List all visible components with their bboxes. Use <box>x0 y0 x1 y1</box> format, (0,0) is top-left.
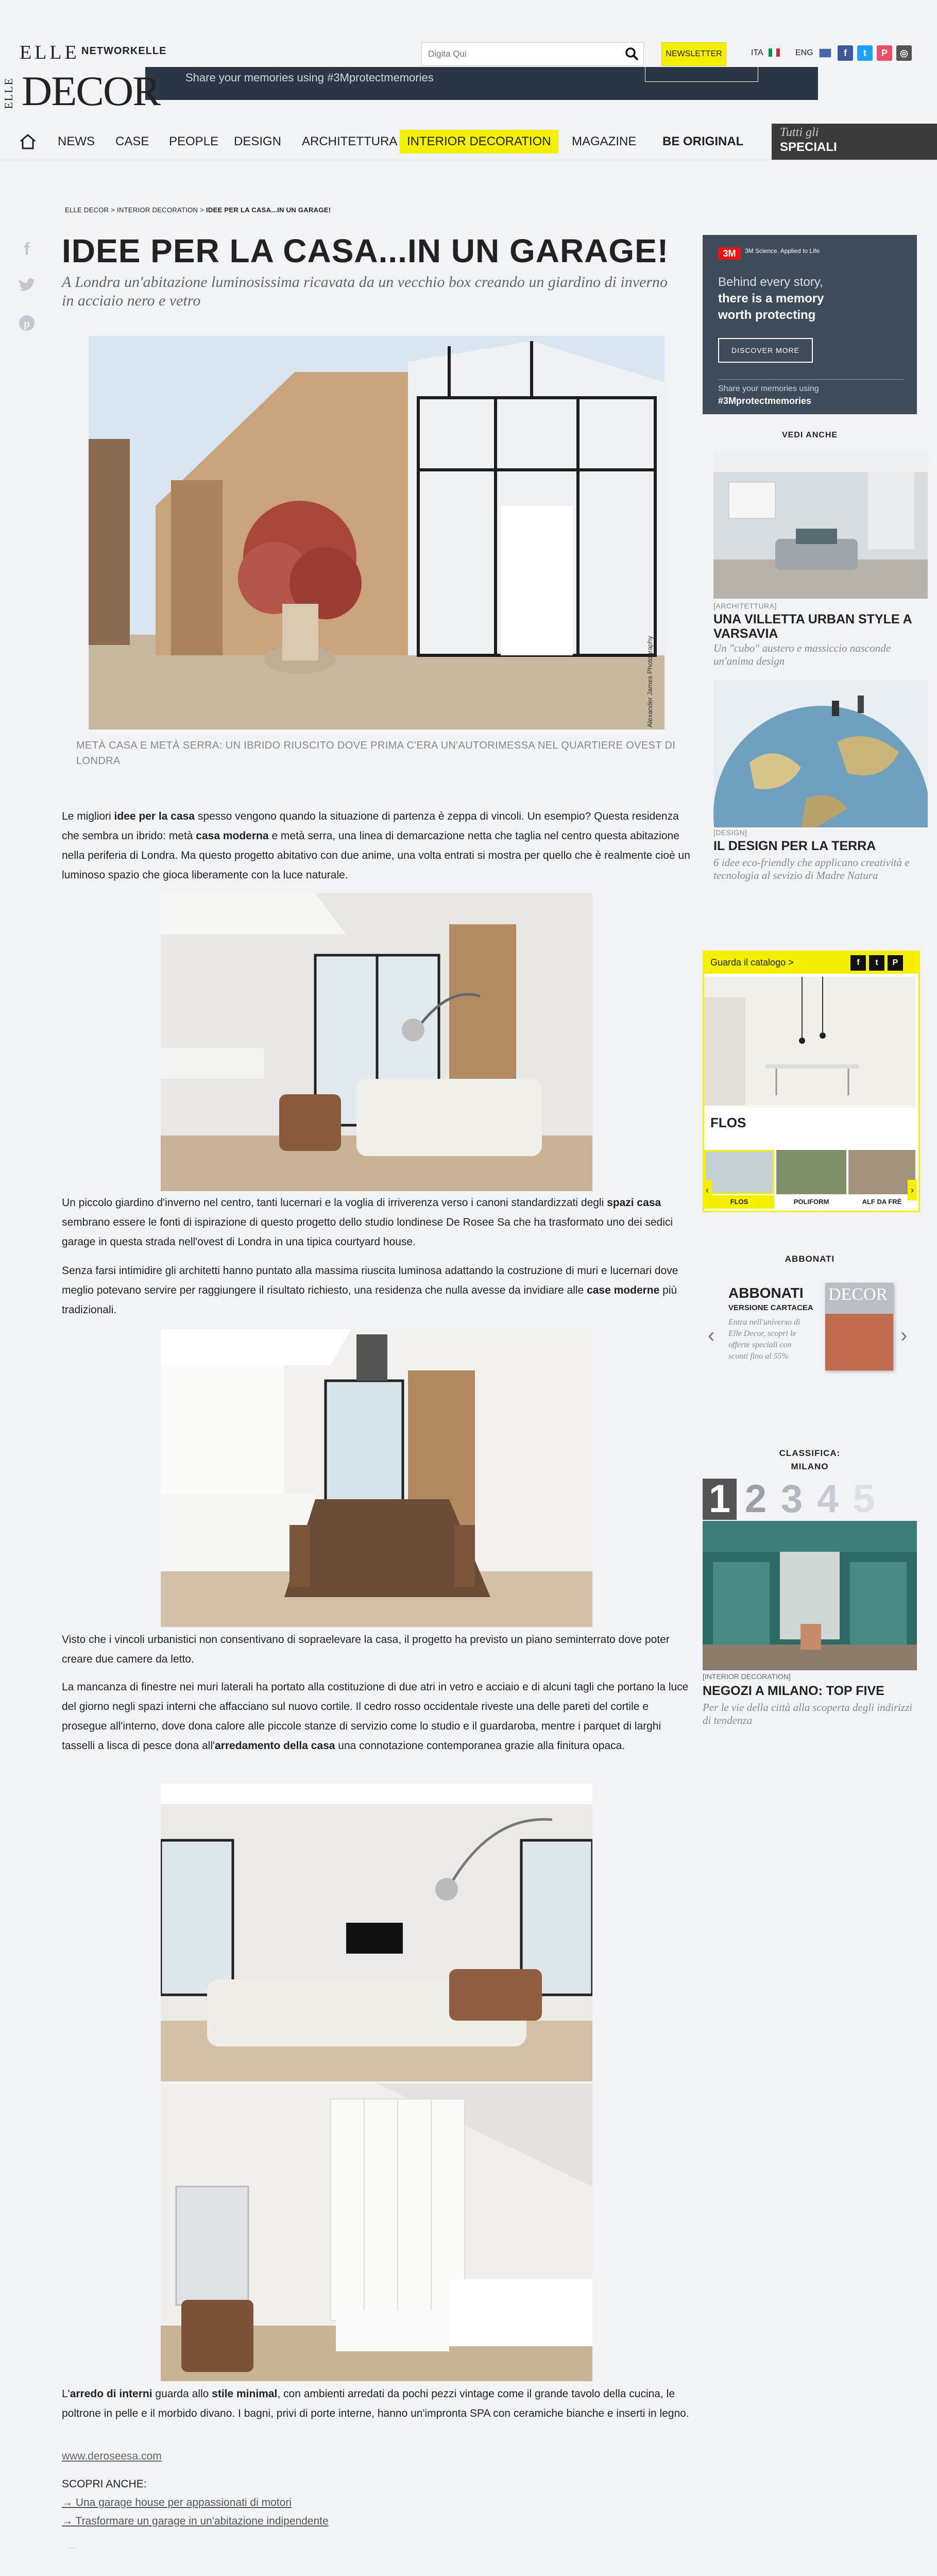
rank-4[interactable]: 4 <box>816 1477 839 1521</box>
sidebar-card-2-title[interactable]: IL DESIGN PER LA TERRA <box>713 839 876 853</box>
kitchen-illustration <box>161 1329 592 1627</box>
p2-text-1: Un piccolo giardino d'inverno nel centro, tanti lucernari e la voglia di irriverenza verso i canoni standardizzati degli <box>62 1197 607 1209</box>
scopri-anche-label: SCOPRI ANCHE: <box>62 2478 147 2490</box>
facebook-share-icon[interactable]: f <box>24 240 30 259</box>
photo-credit: Alexander James Photography <box>646 636 654 727</box>
living-room-photo[interactable] <box>161 893 592 1191</box>
nav-magazine[interactable]: MAGAZINE <box>572 134 637 148</box>
sidebar-card-2-tag[interactable]: [DESIGN] <box>713 828 747 837</box>
bedroom-illustration <box>161 2083 592 2381</box>
speciali-line2: SPECIALI <box>780 140 837 154</box>
classifica-line2: MILANO <box>791 1462 829 1471</box>
living-room-illustration <box>161 893 592 1191</box>
instagram-icon[interactable]: ◎ <box>896 45 912 61</box>
abbonati-prev-arrow[interactable]: ‹ <box>708 1324 715 1347</box>
sidebar-card-1-image[interactable] <box>713 451 928 599</box>
search-button[interactable] <box>624 46 640 62</box>
sidebar-card-2-image[interactable] <box>713 680 928 827</box>
twitter-icon[interactable]: t <box>857 45 873 61</box>
article-paragraph-1 <box>62 807 690 885</box>
p1-link-casa-moderna[interactable]: casa moderna <box>196 830 269 842</box>
p1-link-idee[interactable]: idee per la casa <box>114 810 195 822</box>
classifica-image[interactable] <box>703 1521 917 1670</box>
speciali-line1: Tutti gli <box>780 126 819 139</box>
catalog-thumb-3-label[interactable]: ALF DA FRÈ <box>862 1198 902 1206</box>
article-end-marker: — <box>69 2543 76 2551</box>
catalog-pinterest-icon[interactable]: P <box>888 955 903 971</box>
classifica-tag[interactable]: [INTERIOR DECORATION] <box>703 1672 791 1681</box>
magazine-cover-logo: DECOR <box>828 1285 888 1304</box>
abbonati-subtitle: VERSIONE CARTACEA <box>728 1303 813 1312</box>
sidebar-card-1-tag[interactable]: [ARCHITETTURA] <box>713 602 777 610</box>
uk-flag-icon[interactable] <box>819 48 831 58</box>
sidebar-card-2-subtitle: 6 idee eco-friendly che applicano creatività e tecnologia al sevizio di Madre Natura <box>713 856 910 882</box>
catalog-thumb-1-label[interactable]: FLOS <box>704 1195 774 1209</box>
ad-line3: worth protecting <box>718 308 816 322</box>
banner-ad-button[interactable] <box>645 66 758 82</box>
rank-1[interactable]: 1 <box>703 1479 737 1520</box>
catalog-thumb-1[interactable] <box>704 1150 774 1194</box>
hero-caption: METÀ CASA E METÀ SERRA: UN IBRIDO RIUSCITO DOVE PRIMA C'ERA UN'AUTORIMESSA NEL QUARTIERE OVEST DI LONDRA <box>76 740 676 767</box>
search-icon <box>624 46 640 62</box>
article-paragraph-2 <box>62 1193 690 1252</box>
elle-side-logo: ELLE <box>2 77 15 109</box>
hero-photo-illustration <box>89 336 665 730</box>
sidebar-card-1-subtitle: Un "cubo" austero e massiccio nasconde un'anima design <box>713 642 891 667</box>
catalog-thumb-2-label[interactable]: POLIFORM <box>793 1198 829 1206</box>
abbonati-text: Entra nell'universo di Elle Decor, scopri le offerte speciali con sconti fino al 55% <box>728 1318 800 1361</box>
catalog-prev-arrow[interactable]: ‹ <box>703 1180 712 1200</box>
article-paragraph-6 <box>62 2384 690 2424</box>
breadcrumb-home[interactable]: ELLE DECOR <box>65 206 109 214</box>
hero-photo[interactable] <box>89 336 665 730</box>
p6-link-arredo-interni[interactable]: arredo di interni <box>70 2388 152 2400</box>
article-paragraph-4: Visto che i vincoli urbanistici non consentivano di sopraelevare la casa, il progetto ha previsto un piano seminterrato dove poter creare due camere da letto. <box>62 1634 670 1665</box>
nav-speciali[interactable] <box>772 124 937 160</box>
globe-illustration <box>713 680 928 827</box>
lang-en-link[interactable]: ENG <box>795 48 813 57</box>
sidebar-ad[interactable] <box>703 235 917 414</box>
ad-line1: Behind every story, <box>718 275 823 289</box>
network-elle-link[interactable]: NETWORKELLE <box>81 45 167 57</box>
villa-illustration <box>713 451 928 599</box>
catalog-next-arrow[interactable]: › <box>908 1180 917 1200</box>
vedi-anche-heading: VEDI ANCHE <box>781 431 838 439</box>
catalog-twitter-icon[interactable]: t <box>869 955 884 971</box>
p1-text-1: Le migliori <box>62 810 114 822</box>
classifica-ranking <box>703 1479 917 1520</box>
search-input[interactable] <box>427 46 615 62</box>
nav-interior-decoration[interactable]: INTERIOR DECORATION <box>400 130 558 154</box>
p6-text-3: , con ambienti arredati da pochi pezzi vintage come il grande tavolo della cucina, le poltrone in pelle e il morbido divano. I bagni, privi di porte interne, hanno un'impronta SPA con ceramiche bianche e inserti in legno. <box>62 2388 689 2419</box>
facebook-icon[interactable]: f <box>838 45 853 61</box>
classifica-title[interactable]: NEGOZI A MILANO: TOP FIVE <box>703 1684 884 1698</box>
flos-lamp-illustration <box>704 977 915 1106</box>
p5-link-arredamento[interactable]: arredamento della casa <box>215 1740 335 1752</box>
abbonati-heading: ABBONATI <box>785 1254 835 1264</box>
nav-people[interactable]: PEOPLE <box>169 134 219 148</box>
scopri-link-1[interactable]: → Una garage house per appassionati di motori <box>62 2497 292 2509</box>
sidebar-card-1-title[interactable]: UNA VILLETTA URBAN STYLE A VARSAVIA <box>713 612 912 641</box>
decor-logo[interactable]: DECOR <box>22 67 160 114</box>
rank-2[interactable]: 2 <box>744 1477 767 1521</box>
kitchen-photo[interactable] <box>161 1329 592 1627</box>
p2-text-2: sembrano essere le fonti di ispirazione di questo progetto dello studio londinese De Rosee Sa che ha trasformato uno dei sedici garage in questa strada nell'ovest di Londra in una tipica courtyard house. <box>62 1216 673 1248</box>
ad-line2: there is a memory <box>718 292 824 306</box>
shop-illustration <box>703 1521 917 1670</box>
ad-foot1: Share your memories using <box>718 384 819 393</box>
article-subtitle: A Londra un'abitazione luminosissima ricavata da un vecchio box creando un giardino di inverno in acciaio nero e vetro <box>62 274 668 309</box>
lang-it-link[interactable]: ITA <box>751 48 763 57</box>
living-room-photo-2[interactable] <box>161 1784 592 2081</box>
abbonati-title[interactable]: ABBONATI <box>728 1285 804 1301</box>
article-paragraph-5 <box>62 1677 690 1756</box>
nav-design[interactable]: DESIGN <box>234 134 282 148</box>
p3-link-case-moderne[interactable]: case moderne <box>587 1284 660 1296</box>
nav-case[interactable]: CASE <box>115 134 149 148</box>
p5-text-2: una connotazione contemporanea grazie alla finitura opaca. <box>335 1740 625 1752</box>
catalog-thumb-2[interactable] <box>776 1150 846 1194</box>
catalog-link[interactable]: Guarda il catalogo > <box>710 957 794 968</box>
p6-text-2: guarda allo <box>152 2388 212 2400</box>
bedroom-photo[interactable] <box>161 2083 592 2381</box>
p6-text-1: L' <box>62 2388 70 2400</box>
3m-logo-icon: 3M <box>718 247 741 260</box>
breadcrumb: ELLE DECOR > INTERIOR DECORATION > IDEE PER LA CASA...IN UN GARAGE! <box>65 206 331 214</box>
article-title: IDEE PER LA CASA...IN UN GARAGE! <box>62 232 669 269</box>
newsletter-button[interactable]: NEWSLETTER <box>661 42 726 66</box>
home-icon[interactable] <box>19 133 37 153</box>
svg-text:p: p <box>23 317 30 330</box>
rank-5[interactable]: 5 <box>853 1477 875 1521</box>
catalog-brand[interactable]: FLOS <box>710 1115 746 1130</box>
living-room-2-illustration <box>161 1784 592 2081</box>
nav-news[interactable]: NEWS <box>58 134 95 148</box>
designer-site-link[interactable]: www.deroseesa.com <box>62 2450 162 2462</box>
elle-logo[interactable]: ELLE <box>20 42 80 63</box>
p1-text-2: spesso vengono quando la situazione di partenza è zeppa di vincoli. Un esempio? Questa residenza che sembra un ibrido: metà <box>62 810 679 842</box>
ad-brand: 3M Science. Applied to Life. <box>745 247 822 255</box>
ad-foot2: #3Mprotectmemories <box>718 396 812 406</box>
catalog-main-image[interactable] <box>704 977 915 1106</box>
nav-be-original[interactable]: BE ORIGINAL <box>662 134 744 148</box>
twitter-share-icon[interactable] <box>18 277 36 296</box>
ad-discover-button[interactable]: DISCOVER MORE <box>718 338 813 363</box>
breadcrumb-section[interactable]: INTERIOR DECORATION <box>117 206 198 214</box>
p3-text-2: più tradizionali. <box>62 1284 677 1316</box>
classifica-subtitle: Per le vie della città alla scoperta degli indirizzi di tendenza <box>703 1701 913 1726</box>
breadcrumb-current: IDEE PER LA CASA...IN UN GARAGE! <box>206 206 331 214</box>
catalog-facebook-icon[interactable]: f <box>850 955 866 971</box>
p1-text-3: e metà serra, una linea di demarcazione netta che taglia nel centro questa abitazione nella periferia di Londra. Ma questo progetto abitativo con due anime, una volta entrati si mostra per quello che è realmente cioè un luminoso spazio che gioca liberamente con la luce naturale. <box>62 830 690 881</box>
p6-link-stile-minimal[interactable]: stile minimal <box>212 2388 278 2400</box>
italy-flag-icon[interactable] <box>769 48 780 57</box>
scopri-link-2[interactable]: → Trasformare un garage in un'abitazione indipendente <box>62 2515 329 2527</box>
pinterest-icon[interactable]: P <box>877 45 892 61</box>
pinterest-share-icon[interactable] <box>18 314 36 333</box>
p5-text-1: La mancanza di finestre nei muri laterali ha portato alla costituzione di due atri in vetro e acciaio e di alcuni tagli che portano la luce del giorno negli spazi interni che affacciano sul nuovo cortile. Il cedro rosso occidentale riveste una delle pareti del cortile e prosegue all'interno, dove dona calore alle piccole stanze di servizio come lo studio e il guardaroba, mentre i parquet di larghi tasselli a lisca di pesce dona all' <box>62 1681 689 1752</box>
classifica-heading <box>703 1447 917 1473</box>
search-box <box>421 42 644 66</box>
banner-ad-text: Share your memories using #3Mprotectmemories <box>185 71 434 84</box>
article-paragraph-3 <box>62 1261 690 1320</box>
magazine-cover-image <box>825 1314 893 1370</box>
catalog-widget <box>703 951 920 1212</box>
p3-text-1: Senza farsi intimidire gli architetti hanno puntato alla massima riuscita luminosa adattando la costruzione di muri e lucernari dove meglio potevano servire per raggiungere il risultato richiesto, una residenza che nulla avesse da invidiare alle <box>62 1265 678 1296</box>
classifica-line1: CLASSIFICA: <box>779 1448 841 1458</box>
ad-divider <box>718 379 904 380</box>
catalog-thumb-3[interactable] <box>848 1150 915 1194</box>
p2-link-spazi-casa[interactable]: spazi casa <box>607 1197 661 1209</box>
magazine-cover[interactable] <box>825 1283 893 1370</box>
abbonati-next-arrow[interactable]: › <box>900 1324 908 1347</box>
nav-architettura[interactable]: ARCHITETTURA <box>302 134 398 148</box>
rank-3[interactable]: 3 <box>780 1477 803 1521</box>
